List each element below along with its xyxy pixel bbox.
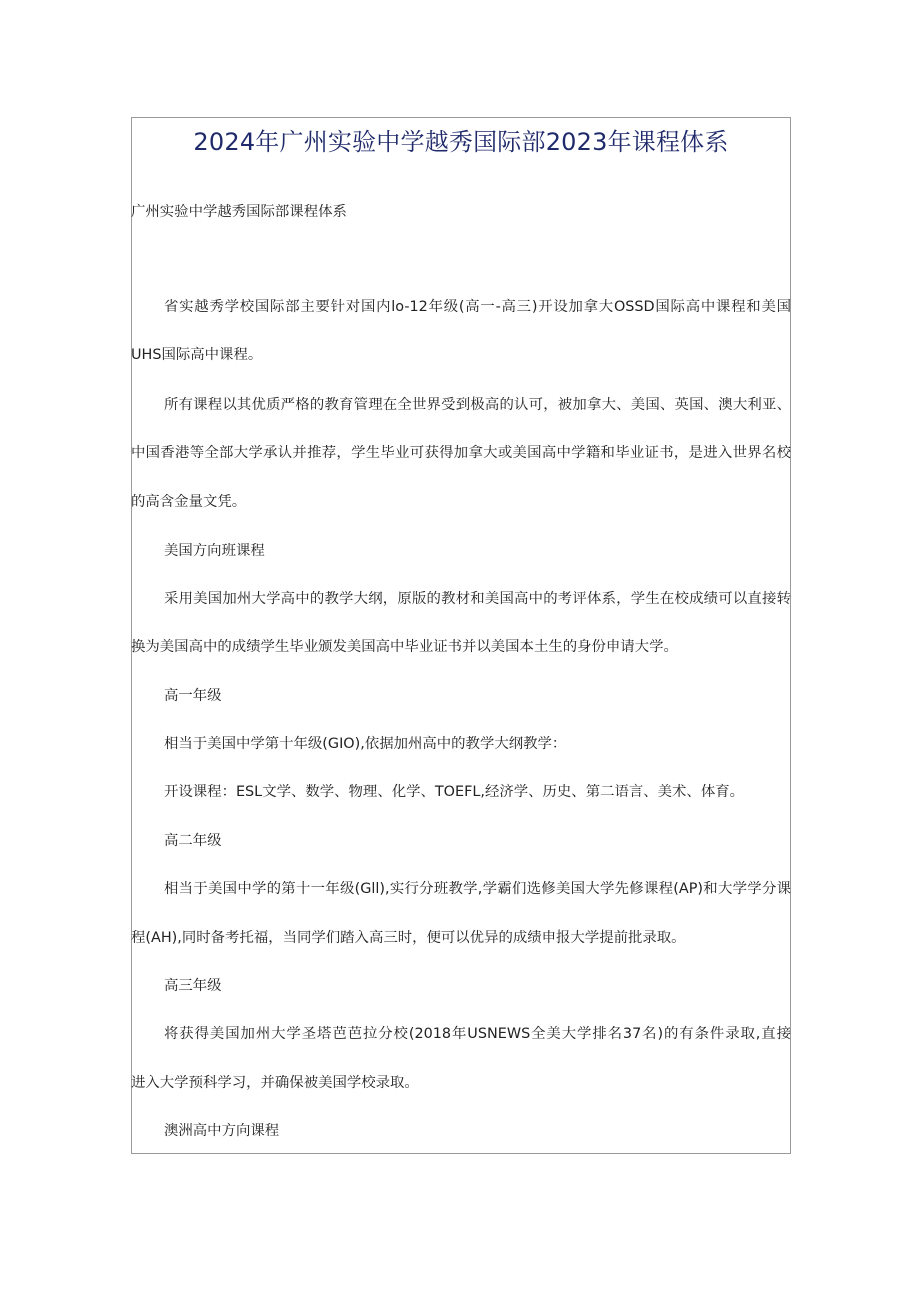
paragraph-line: 进入大学预科学习，并确保被美国学校录取。 xyxy=(131,1075,419,1091)
paragraph-line: 省实越秀学校国际部主要针对国内lo-12年级(高一-高三)开设加拿大OSSD国际高中课程和美国 xyxy=(164,299,791,315)
section-heading: 高一年级 xyxy=(164,688,222,704)
paragraph-line: 的高含金量文凭。 xyxy=(131,494,247,510)
paragraph-line: UHS国际高中课程。 xyxy=(131,347,263,363)
document-subtitle: 广州实验中学越秀国际部课程体系 xyxy=(131,204,347,220)
paragraph-line: 相当于美国中学的第十一年级(Gll),实行分班教学,学霸们选修美国大学先修课程(AP)和大学学分课 xyxy=(164,881,791,897)
paragraph-line: 程(AH),同时备考托福，当同学们踏入高三时，便可以优异的成绩申报大学提前批录取。 xyxy=(131,930,686,946)
section-heading: 高二年级 xyxy=(164,833,222,849)
document-title: 2024年广州实验中学越秀国际部2023年课程体系 xyxy=(193,128,729,156)
paragraph-line: 将获得美国加州大学圣塔芭芭拉分校(2018年USNEWS全美大学排名37名)的有条件录取,直接 xyxy=(164,1026,791,1042)
paragraph-line: 中国香港等全部大学承认并推荐，学生毕业可获得加拿大或美国高中学籍和毕业证书，是进入世界名校 xyxy=(131,445,791,461)
paragraph-line: 换为美国高中的成绩学生毕业颁发美国高中毕业证书并以美国本土生的身份申请大学。 xyxy=(131,639,678,655)
paragraph-line: 采用美国加州大学高中的教学大纲，原版的教材和美国高中的考评体系，学生在校成绩可以直接转 xyxy=(164,591,791,607)
paragraph-line: 所有课程以其优质严格的教育管理在全世界受到极高的认可，被加拿大、美国、英国、澳大利亚、 xyxy=(164,397,791,413)
paragraph-line: 开设课程：ESL文学、数学、物理、化学、TOEFL,经济学、历史、第二语言、美术、体育。 xyxy=(164,784,744,800)
page-frame xyxy=(131,117,791,1154)
section-heading: 美国方向班课程 xyxy=(164,543,265,559)
paragraph-line: 相当于美国中学第十年级(GIO),依据加州高中的教学大纲教学： xyxy=(164,736,567,752)
section-heading: 高三年级 xyxy=(164,978,222,994)
section-heading: 澳洲高中方向课程 xyxy=(164,1123,280,1139)
